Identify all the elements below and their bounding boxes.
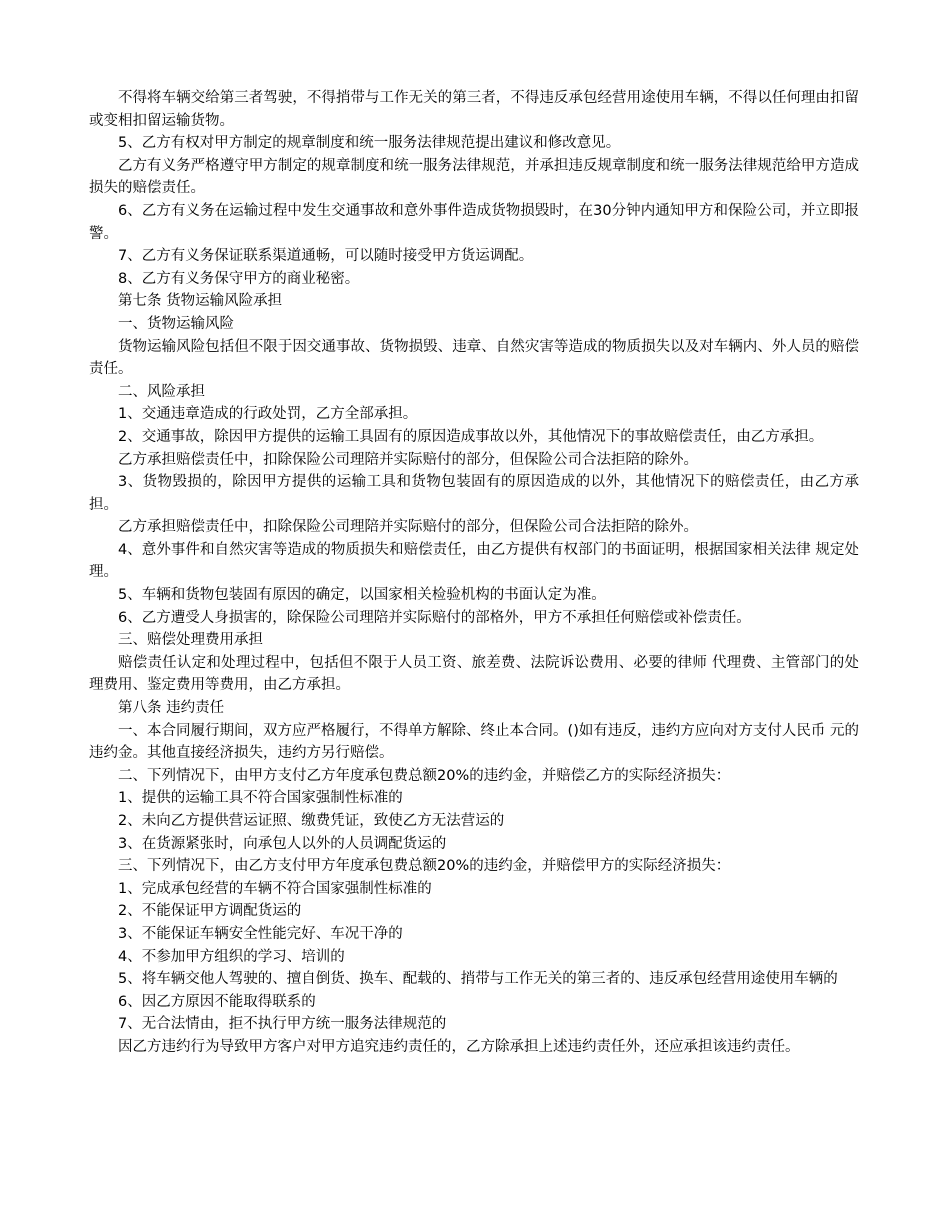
- paragraph-risk-item-4: 4、意外事件和自然灾害等造成的物质损失和赔偿责任，由乙方提供有权部门的书面证明，根据国家相关法律 规定处理。: [89, 541, 859, 581]
- paragraph-risk-item-2: 2、交通事故，除因甲方提供的运输工具固有的原因造成事故以外，其他情况下的事故赔偿责任，由乙方承担。: [118, 428, 824, 445]
- paragraph-party-b-breach-1: 1、完成承包经营的车辆不符合国家强制性标准的: [118, 880, 432, 897]
- paragraph-item-6-accident-notice: 6、乙方有义务在运输过程中发生交通事故和意外事件造成货物损毁时，在30分钟内通知甲方和保险公司，并立即报警。: [89, 202, 859, 242]
- section-2-risk-bearing-heading: 二、风险承担: [118, 383, 205, 400]
- paragraph-party-b-breach-4: 4、不参加甲方组织的学习、培训的: [118, 948, 345, 965]
- section-1-transport-risk-heading: 一、货物运输风险: [118, 315, 234, 332]
- paragraph-transport-risk-definition: 货物运输风险包括但不限于因交通事故、货物损毁、违章、自然灾害等造成的物质损失以及对车辆内、外人员的赔偿责任。: [89, 338, 859, 378]
- paragraph-party-b-breach-2: 2、不能保证甲方调配货运的: [118, 903, 302, 920]
- paragraph-risk-item-3: 3、货物毁损的，除因甲方提供的运输工具和货物包装固有的原因造成的以外，其他情况下的赔偿责任，由乙方承担。: [89, 474, 859, 513]
- paragraph-item-5-suggestion-right: 5、乙方有权对甲方制定的规章制度和统一服务法律规范提出建议和修改意见。: [118, 135, 621, 152]
- paragraph-breach-clause-2: 二、下列情况下，由甲方支付乙方年度承包费总额20%的违约金，并赔偿乙方的实际经济损失：: [118, 767, 731, 784]
- paragraph-risk-item-1: 1、交通违章造成的行政处罚，乙方全部承担。: [118, 406, 418, 423]
- article-8-heading: 第八条 违约责任: [118, 700, 225, 717]
- paragraph-customer-liability: 因乙方违约行为导致甲方客户对甲方追究违约责任的，乙方除承担上述违约责任外，还应承担该违约责任。: [118, 1038, 800, 1055]
- paragraph-party-b-breach-3: 3、不能保证车辆安全性能完好、车况干净的: [118, 925, 403, 942]
- paragraph-party-b-breach-7: 7、无合法情由，拒不执行甲方统一服务法律规范的: [118, 1016, 447, 1033]
- paragraph-risk-item-6: 6、乙方遭受人身损害的，除保险公司理陪并实际赔付的部格外，甲方不承担任何赔偿或补偿责任。: [118, 609, 751, 626]
- paragraph-party-a-breach-2: 2、未向乙方提供营运证照、缴费凭证，致使乙方无法营运的: [118, 813, 505, 829]
- paragraph-compliance-obligation: 乙方有义务严格遵守甲方制定的规章制度和统一服务法律规范，并承担违反规章制度和统一服务法律规范给甲方造成损失的赔偿责任。: [89, 157, 859, 197]
- paragraph-item-8-confidentiality: 8、乙方有义务保守甲方的商业秘密。: [118, 270, 360, 287]
- paragraph-breach-clause-3: 三、下列情况下，由乙方支付甲方年度承包费总额20%的违约金，并赔偿甲方的实际经济损失：: [118, 858, 731, 875]
- paragraph-party-b-breach-5: 5、将车辆交他人驾驶的、擅自倒货、换车、配载的、捎带与工作无关的第三者的、违反承包经营用途使用车辆的: [118, 971, 838, 988]
- paragraph-breach-clause-1: 一、本合同履行期间，双方应严格履行，不得单方解除、终止本合同。()如有违反，违约方应向对方支付人民币 元的违约金。其他直接经济损失，违约方另行赔偿。: [89, 722, 859, 762]
- document-page: [89, 87, 859, 1059]
- paragraph-party-a-breach-3: 3、在货源紧张时，向承包人以外的人员调配货运的: [118, 835, 447, 852]
- paragraph-insurance-deduction-2: 乙方承担赔偿责任中，扣除保险公司理陪并实际赔付的部分，但保险公司合法拒陪的除外。: [118, 519, 698, 536]
- paragraph-risk-item-5: 5、车辆和货物包装固有原因的确定，以国家相关检验机构的书面认定为准。: [118, 587, 606, 604]
- paragraph-item-7-contact-channel: 7、乙方有义务保证联系渠道通畅，可以随时接受甲方货运调配。: [118, 248, 534, 265]
- paragraph-party-b-breach-6: 6、因乙方原因不能取得联系的: [118, 993, 316, 1010]
- article-7-heading: 第七条 货物运输风险承担: [118, 293, 283, 310]
- paragraph-compensation-cost: 赔偿责任认定和处理过程中，包括但不限于人员工资、旅差费、法院诉讼费用、必要的律师 代理费、主管部门的处理费用、鉴定费用等费用，由乙方承担。: [89, 654, 859, 694]
- paragraph-party-a-breach-1: 1、提供的运输工具不符合国家强制性标准的: [118, 790, 403, 807]
- paragraph-insurance-deduction-1: 乙方承担赔偿责任中，扣除保险公司理陪并实际赔付的部分，但保险公司合法拒陪的除外。: [118, 451, 698, 468]
- paragraph-vehicle-use-restrictions: 不得将车辆交给第三者驾驶，不得捎带与工作无关的第三者，不得违反承包经营用途使用车辆，不得以任何理由扣留或变相扣留运输货物。: [89, 90, 859, 129]
- section-3-compensation-cost-heading: 三、赔偿处理费用承担: [118, 632, 263, 649]
